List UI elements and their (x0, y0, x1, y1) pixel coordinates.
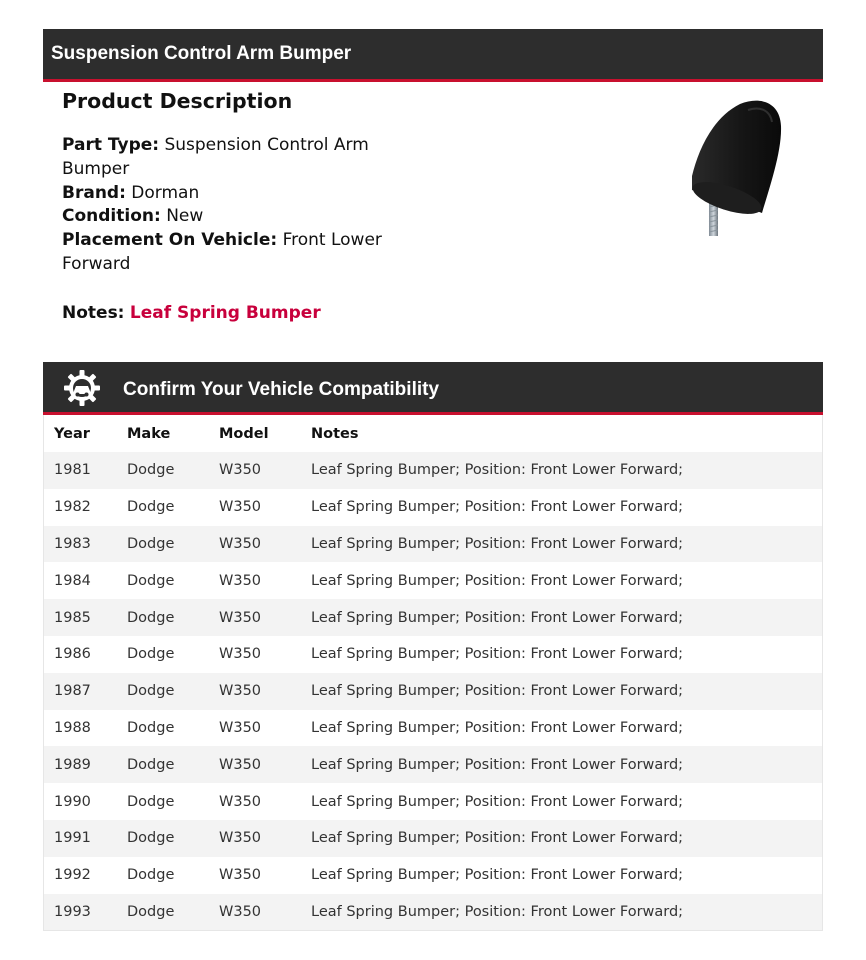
cell-make: Dodge (117, 673, 209, 710)
cell-model: W350 (209, 857, 301, 894)
compatibility-table (43, 415, 823, 931)
cell-year: 1985 (44, 599, 118, 636)
cell-year: 1993 (44, 894, 118, 931)
gear-car-icon (63, 369, 101, 407)
attr-brand (62, 182, 392, 206)
cell-make: Dodge (117, 489, 209, 526)
cell-model: W350 (209, 599, 301, 636)
cell-notes: Leaf Spring Bumper; Position: Front Lower Forward; (301, 636, 823, 673)
notes-value: Leaf Spring Bumper (129, 302, 321, 323)
cell-notes: Leaf Spring Bumper; Position: Front Lower Forward; (301, 599, 823, 636)
cell-model: W350 (209, 526, 301, 563)
table-row (44, 489, 823, 526)
cell-model: W350 (209, 820, 301, 857)
cell-make: Dodge (117, 526, 209, 563)
cell-make: Dodge (117, 857, 209, 894)
cell-year: 1988 (44, 710, 118, 747)
column-make: Make (117, 415, 209, 452)
cell-make: Dodge (117, 452, 209, 489)
cell-notes: Leaf Spring Bumper; Position: Front Lower Forward; (301, 710, 823, 747)
description-heading: Product Description (62, 89, 293, 113)
brand-value: Dorman (131, 182, 200, 203)
cell-notes: Leaf Spring Bumper; Position: Front Lower Forward; (301, 894, 823, 931)
attr-part-type (62, 134, 392, 182)
cell-make: Dodge (117, 746, 209, 783)
cell-model: W350 (209, 746, 301, 783)
cell-make: Dodge (117, 562, 209, 599)
cell-model: W350 (209, 489, 301, 526)
table-row (44, 746, 823, 783)
table-row (44, 673, 823, 710)
cell-year: 1989 (44, 746, 118, 783)
cell-year: 1984 (44, 562, 118, 599)
table-row (44, 857, 823, 894)
cell-make: Dodge (117, 599, 209, 636)
cell-year: 1983 (44, 526, 118, 563)
table-row (44, 894, 823, 931)
cell-notes: Leaf Spring Bumper; Position: Front Lower Forward; (301, 526, 823, 563)
product-title-bar (43, 29, 823, 82)
table-row (44, 599, 823, 636)
notes-label: Notes: (62, 302, 125, 323)
compatibility-title: Confirm Your Vehicle Compatibility (123, 379, 440, 400)
cell-model: W350 (209, 562, 301, 599)
column-model: Model (209, 415, 301, 452)
table-row (44, 636, 823, 673)
product-description (62, 86, 392, 325)
cell-notes: Leaf Spring Bumper; Position: Front Lower Forward; (301, 783, 823, 820)
column-year: Year (44, 415, 118, 452)
cell-notes: Leaf Spring Bumper; Position: Front Lower Forward; (301, 562, 823, 599)
cell-make: Dodge (117, 783, 209, 820)
cell-year: 1990 (44, 783, 118, 820)
condition-value: New (166, 206, 204, 227)
cell-year: 1981 (44, 452, 118, 489)
table-header-row (44, 415, 823, 452)
table-row (44, 783, 823, 820)
cell-year: 1992 (44, 857, 118, 894)
product-notes (62, 301, 392, 325)
cell-notes: Leaf Spring Bumper; Position: Front Lower Forward; (301, 820, 823, 857)
placement-label: Placement On Vehicle: (62, 230, 278, 251)
column-notes: Notes (301, 415, 823, 452)
compatibility-header (43, 362, 823, 415)
table-row (44, 820, 823, 857)
cell-year: 1982 (44, 489, 118, 526)
cell-make: Dodge (117, 820, 209, 857)
table-row (44, 710, 823, 747)
product-image (688, 96, 784, 238)
product-attributes (62, 134, 392, 277)
cell-model: W350 (209, 710, 301, 747)
part-type-label: Part Type: (62, 135, 160, 155)
condition-label: Condition: (62, 206, 161, 227)
cell-model: W350 (209, 636, 301, 673)
placement-value: Front Lower Forward (62, 230, 382, 274)
attr-condition (62, 205, 392, 229)
cell-make: Dodge (117, 710, 209, 747)
cell-model: W350 (209, 894, 301, 931)
attr-placement (62, 229, 392, 277)
cell-year: 1987 (44, 673, 118, 710)
product-title: Suspension Control Arm Bumper (51, 43, 352, 64)
brand-label: Brand: (62, 182, 126, 203)
cell-notes: Leaf Spring Bumper; Position: Front Lower Forward; (301, 857, 823, 894)
table-row (44, 452, 823, 489)
table-row (44, 526, 823, 563)
cell-model: W350 (209, 783, 301, 820)
cell-year: 1986 (44, 636, 118, 673)
cell-make: Dodge (117, 636, 209, 673)
cell-notes: Leaf Spring Bumper; Position: Front Lower Forward; (301, 489, 823, 526)
cell-notes: Leaf Spring Bumper; Position: Front Lower Forward; (301, 673, 823, 710)
part-type-value: Suspension Control Arm Bumper (62, 135, 369, 179)
cell-year: 1991 (44, 820, 118, 857)
cell-notes: Leaf Spring Bumper; Position: Front Lower Forward; (301, 452, 823, 489)
cell-model: W350 (209, 452, 301, 489)
cell-notes: Leaf Spring Bumper; Position: Front Lower Forward; (301, 746, 823, 783)
cell-model: W350 (209, 673, 301, 710)
table-row (44, 562, 823, 599)
cell-make: Dodge (117, 894, 209, 931)
